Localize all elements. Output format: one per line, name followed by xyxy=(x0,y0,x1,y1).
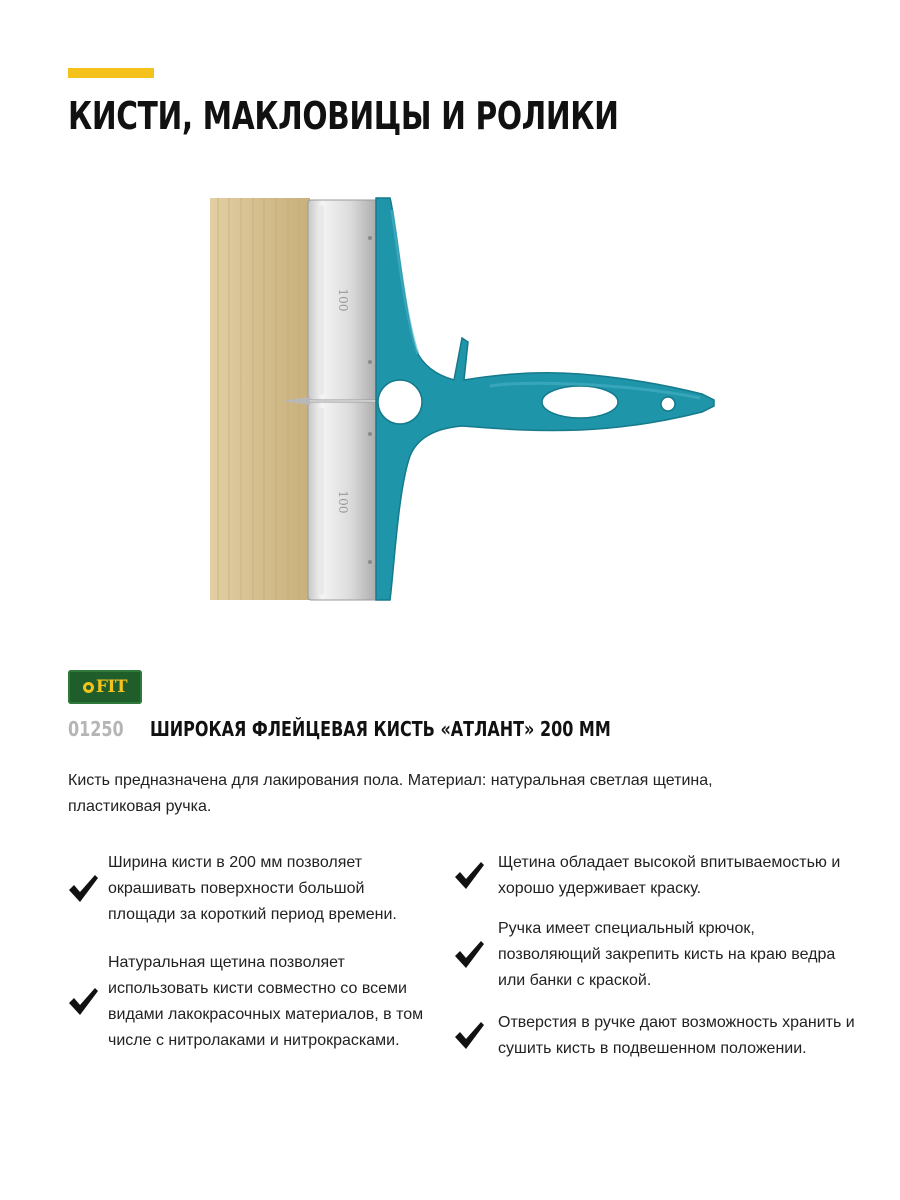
feature-item xyxy=(452,850,858,902)
ferrule-mark-bottom: 100 xyxy=(336,490,350,514)
feature-text: Отверстия в ручке дают возможность хранить и сушить кисть в подвешенном положении. xyxy=(498,1014,855,1057)
article-code: 01250 xyxy=(68,717,124,741)
ferrule-mark-top: 100 xyxy=(336,288,350,312)
page-title: КИСТИ, МАКЛОВИЦЫ И РОЛИКИ xyxy=(68,94,619,138)
feature-text: Ширина кисти в 200 мм позволяет окрашивать поверхности большой площади за короткий период времени. xyxy=(108,854,397,923)
feature-text: Ручка имеет специальный крючок, позволяющий закрепить кисть на краю ведра или банки с краской. xyxy=(498,920,836,989)
feature-text: Натуральная щетина позволяет использовать кисти совместно со всеми видами лакокрасочных материалов, в том числе с нитролаками и нитрокрасками. xyxy=(108,954,424,1049)
product-description: Кисть предназначена для лакирования пола. Материал: натуральная светлая щетина, пластиковая ручка. xyxy=(68,772,713,815)
fit-brand-logo xyxy=(68,670,142,704)
feature-item xyxy=(452,916,858,994)
checkmark-icon xyxy=(66,872,100,906)
logo-mark-icon xyxy=(83,682,94,693)
checkmark-icon xyxy=(452,859,486,893)
feature-text: Щетина обладает высокой впитываемостью и хорошо удерживает краску. xyxy=(498,854,841,897)
checkmark-icon xyxy=(66,985,100,1019)
checkmark-icon xyxy=(452,938,486,972)
product-name: ШИРОКАЯ ФЛЕЙЦЕВАЯ КИСТЬ «АТЛАНТ» 200 ММ xyxy=(150,717,611,741)
checkmark-icon xyxy=(452,1019,486,1053)
product-heading xyxy=(68,714,726,744)
feature-item xyxy=(66,850,408,928)
product-image xyxy=(200,190,730,610)
feature-item xyxy=(452,1010,868,1062)
accent-bar xyxy=(68,68,154,78)
bristles xyxy=(210,198,310,600)
feature-item xyxy=(66,950,428,1054)
handle xyxy=(376,190,714,600)
brand-logo-text: FIT xyxy=(95,677,128,697)
